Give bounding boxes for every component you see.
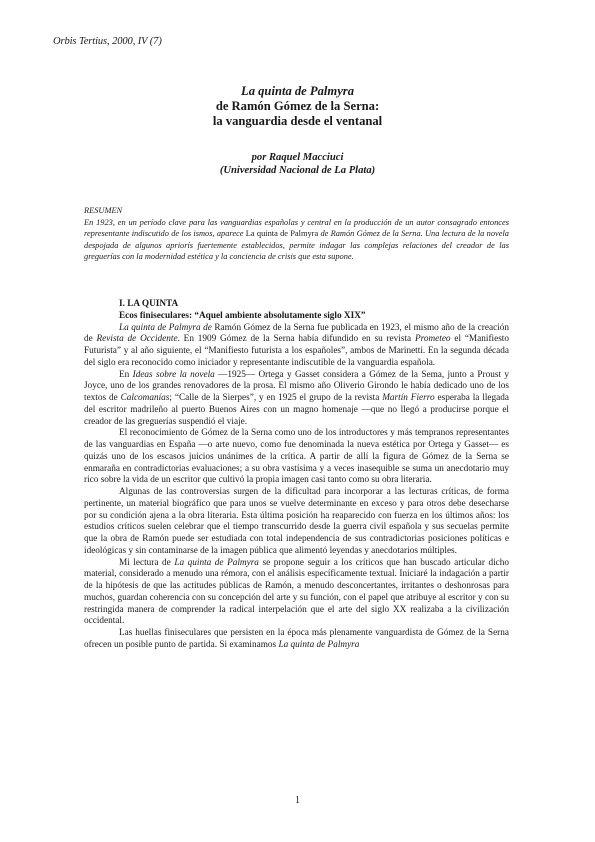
article-body xyxy=(84,299,509,652)
title-line-3: la vanguardia desde el ventanal xyxy=(212,114,383,128)
article-title xyxy=(60,84,535,129)
p2-text-d: esperaba la llegada del escritor madrileño al puerto Buenos Aires con un magno homenaje —que no llegó a producirse porque el creador de las greguerías suspendió el viaje. xyxy=(84,393,509,427)
p1-text-c: el “Manifiesto Futurista” y al año siguiente, el “Manifiesto futurista a los españoles”, ambos de Marinetti. En la segunda década del siglo era reconocido como iniciador y representante indiscutible de la vanguardia española. xyxy=(84,334,510,368)
title-line-2: de Ramón Gómez de la Serna: xyxy=(215,99,380,113)
page-number: 1 xyxy=(295,795,300,806)
p1-title: La quinta de Palmyra de xyxy=(119,322,212,333)
author-block xyxy=(60,151,535,177)
author-name: por Raquel Macciuci xyxy=(251,152,344,163)
p2-martin-fierro: Martín Fierro xyxy=(382,393,435,403)
p1-text-b: . En 1909 Gómez de la Serna había difundido en su revista xyxy=(177,334,415,345)
p2-text-b: —1925— Ortega y Gasset considera a Gómez de la Sema, junto a Proust y Joyce, uno de los grandes renovadores de la prosa. El mismo año Oliverio Girondo le había dedicado uno de los textos de xyxy=(84,369,509,403)
p2-text-a: En xyxy=(119,369,133,380)
paragraph-2 xyxy=(84,370,509,429)
abstract-text xyxy=(84,217,509,263)
author-affiliation: (Universidad Nacional de La Plata) xyxy=(219,165,376,176)
p1-prometeo: Prometeo xyxy=(414,334,451,345)
abstract-text-1: En 1923, en un período clave para las vanguardias españolas y central en la producción de un autor consagrado entonces representante indiscutido de los ismos, aparece xyxy=(84,217,509,239)
p5-text-b: se propone seguir a los críticos que han buscado articular dicho material, considerado a menudo una rémora, con el análisis específicamente textual. Iniciaré la indagación a partir de la hipótesis de que las actitudes públicas de Ramón, a menudo desconcertantes, irritantes o deshonrosas para muchos, guardan coherencia con su concepción del arte y su función, con el papel que atribuye al escritor y con su restringida manera de comprender la radical interpelación que el arte del siglo XX realizaba a la civilización occidental. xyxy=(84,557,510,627)
paragraph-3: El reconocimiento de Gómez de la Serna como uno de los introductores y más tempranos representantes de las vanguardias en España —o arte nuevo, como fue denominada la nueva estética por Ortega y Gasset— es quizás uno de los escasos juicios unánimes de la crítica. A partir de allí la figura de Gómez de la Serna se enmaraña en contradictorias evaluaciones; a su obra vastísima y a veces inasequible se suma un anecdotario muy rico sobre la vida de un escritor que cultivó la propia imagen casi tanto como su obra literaria. xyxy=(84,428,509,486)
abstract-heading: RESUMEN xyxy=(84,206,123,215)
abstract-text-2: de Ramón Gómez de la Serna. Una lectura de la novela despojada de algunos apriorís fuertemente establecidos, permite indagar las complejas relaciones del creador de las greguerías con la modernidad estética y la conciencia de crisis que esta supone. xyxy=(84,229,509,262)
section-heading: I. LA QUINTA xyxy=(119,299,179,309)
abstract-novel-title: La quinta de Palmyra xyxy=(245,229,319,239)
subsection-heading: Ecos finiseculares: “Aquel ambiente absolutamente siglo XIX” xyxy=(119,310,366,321)
p6-title: La quinta de Palmyra xyxy=(278,639,360,650)
p2-ideas: Ideas sobre la novela xyxy=(132,369,215,380)
paragraph-1 xyxy=(84,323,509,370)
p5-text-a: Mi lectura de xyxy=(119,557,175,568)
title-line-1: La quinta de Palmyra xyxy=(241,84,354,98)
p2-calcomanias: Calcomanías xyxy=(120,393,170,403)
journal-header: Orbis Tertius, 2000, IV (7) xyxy=(53,36,162,47)
paragraph-5 xyxy=(84,558,509,629)
paragraph-4: Algunas de las controversias surgen de la dificultad para incorporar a las lecturas críticas, de forma pertinente, un material biográfico que para unos se vuelve determinante en exceso y para otros debe desecharse por su condición ajena a la obra literaria. Esta última posición ha reaparecido con fuerza en los últimos años: los estudios críticos suelen celebrar que el tiempo transcurrido desde la guerra civil española y sus secuelas permite que la obra de Ramón puede ser estudiada con total independencia de sus contradictorias posiciones políticas e ideológicas y sin contaminarse de la imagen pública que alimentó leyendas y anecdotarios múltiples. xyxy=(84,487,509,556)
paragraph-6 xyxy=(84,628,509,652)
p5-title: La quinta de Palmyra xyxy=(174,557,259,568)
p1-revista: Revista de Occidente xyxy=(96,334,178,345)
p2-text-c: ; “Calle de la Sierpes”, y en 1925 el grupo de la revista xyxy=(169,393,383,403)
p1-text-a: Ramón Gómez de la Serna fue publicada en 1923, el mismo año de la creación de xyxy=(84,322,509,345)
abstract xyxy=(84,205,509,263)
p6-text-a: Las huellas finiseculares que persisten en la época más plenamente vanguardista de Gómez de la Serna ofrecen un posible punto de partida. Si examinamos xyxy=(84,628,509,650)
